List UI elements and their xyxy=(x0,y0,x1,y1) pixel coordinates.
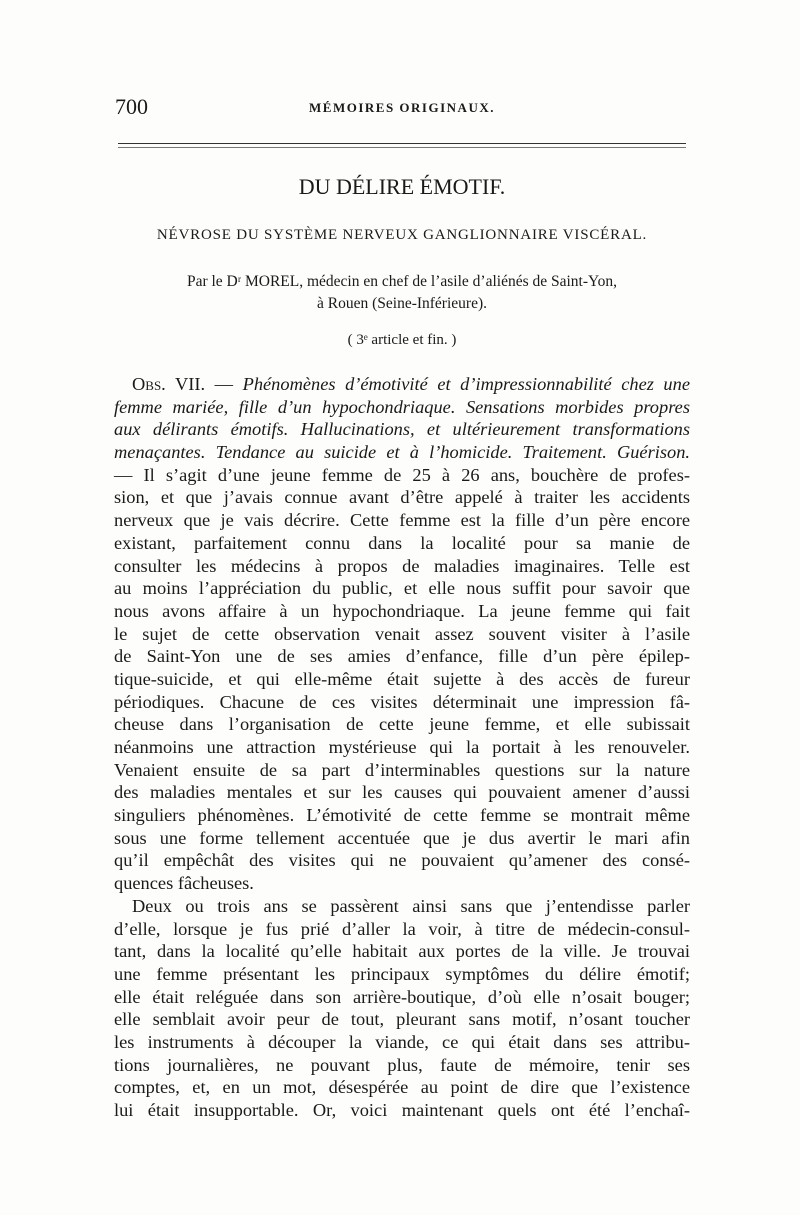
text-line: nous avons affaire à un hypochondriaque. La jeune femme qui fait xyxy=(114,600,690,621)
text-line: Deux ou trois ans se passèrent ainsi sans que j’entendisse parler xyxy=(132,895,690,916)
text-line: quences fâcheuses. xyxy=(114,873,254,894)
text-line: comptes, et, en un mot, désespérée au point de dire que l’existence xyxy=(114,1077,690,1098)
text-line: Venaient ensuite de sa part d’interminables questions sur la nature xyxy=(114,759,690,780)
running-head: MÉMOIRES ORIGINAUX. xyxy=(309,100,495,115)
observation-title-line: Phénomènes d’émotivité et d’impressionnabilité chez une xyxy=(242,374,690,394)
text-line: tions journalières, ne pouvant plus, faute de mémoire, tenir ses xyxy=(114,1054,690,1075)
text-line: les instruments à découper la viande, ce qui était dans ses attribu- xyxy=(114,1031,690,1052)
text-line: lui était insupportable. Or, voici maintenant quels ont été l’enchaî- xyxy=(114,1100,690,1120)
article-subtitle: NÉVROSE DU SYSTÈME NERVEUX GANGLIONNAIRE VISCÉRAL. xyxy=(156,227,648,243)
observation-heading-line xyxy=(114,373,690,396)
text-line: existant, parfaitement connu dans la localité pour sa manie de xyxy=(114,532,690,553)
observation-title-line: aux délirants émotifs. Hallucinations, et ultérieurement transformations xyxy=(114,419,690,440)
text-line: le sujet de cette observation venait assez souvent visiter à l’asile xyxy=(114,623,690,644)
author-line: à Rouen (Seine-Inférieure). xyxy=(317,295,487,312)
text-line: sion, et que j’avais connue avant d’être appelé à traiter les accidents xyxy=(114,487,690,508)
text-line: elle était reléguée dans son arrière-boutique, d’où elle n’osait bouger; xyxy=(114,986,690,1007)
page-header xyxy=(115,94,689,134)
author-line: Par le Dʳ MOREL, médecin en chef de l’asile d’aliénés de Saint-Yon, xyxy=(186,273,618,290)
text-line: au moins l’appréciation du public, et elle nous suffit pour savoir que xyxy=(114,578,690,599)
page-number: 700 xyxy=(115,94,148,119)
text-line: périodiques. Chacune de ces visites déterminait une impression fâ- xyxy=(114,691,690,712)
text-line: elle semblait avoir peur de tout, pleurant sans motif, n’osant toucher xyxy=(114,1009,690,1030)
observation-dash: — xyxy=(205,374,243,394)
author-block xyxy=(115,271,689,315)
text-line: sous une forme tellement accentuée que je dus avertir le mari afin xyxy=(114,827,690,848)
text-line: une femme présentant les principaux symptômes du délire émotif; xyxy=(114,963,690,984)
text-line: singuliers phénomènes. L’émotivité de cette femme se montrait même xyxy=(114,805,690,826)
text-line: cheuse dans l’organisation de cette jeune femme, et elle subissait xyxy=(114,714,690,735)
header-rule xyxy=(118,143,686,144)
header-rule-secondary xyxy=(118,147,686,148)
article-body xyxy=(114,373,690,1122)
text-line: — Il s’agit d’une jeune femme de 25 à 26 ans, bouchère de profes- xyxy=(114,464,690,485)
text-line: d’elle, lorsque je fus prié d’aller la voir, à titre de médecin-consul- xyxy=(114,918,690,939)
text-line: nerveux que je vais décrire. Cette femme est la fille d’un père encore xyxy=(114,510,690,531)
observation-title-line: menaçantes. Tendance au suicide et à l’homicide. Traitement. Guérison. xyxy=(114,442,690,463)
text-line: qu’il empêchât des visites qui ne pouvaient qu’amener des consé- xyxy=(114,850,690,871)
text-line: des maladies mentales et sur les causes qui pouvaient amener d’aussi xyxy=(114,782,690,803)
article-title: DU DÉLIRE ÉMOTIF. xyxy=(298,174,506,199)
text-line: néanmoins une attraction mystérieuse qui la portait à les renouveler. xyxy=(114,737,690,757)
text-line: tant, dans la localité qu’elle habitait aux portes de la ville. Je trouvai xyxy=(114,941,690,962)
observation-label: Obs. VII. xyxy=(132,374,206,394)
observation-title-line: femme mariée, fille d’un hypochondriaque. Sensations morbides propres xyxy=(114,396,690,417)
text-line: consulter les médecins à propos de maladies imaginaires. Telle est xyxy=(114,555,690,576)
text-line: de Saint-Yon une de ses amies d’enfance, fille d’un père épilep- xyxy=(114,646,690,667)
article-note: ( 3ᵉ article et fin. ) xyxy=(347,332,457,348)
text-line: tique-suicide, et qui elle-même était sujette à des accès de fureur xyxy=(114,668,690,689)
